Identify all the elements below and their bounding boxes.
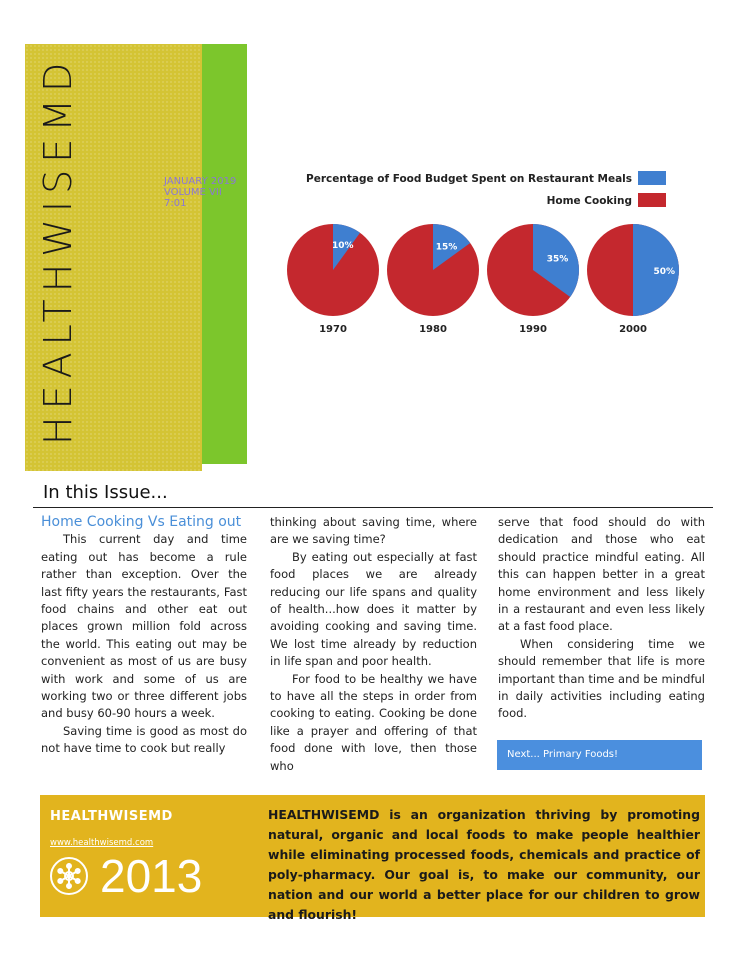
article-paragraph: thinking about saving time, where are we saving time? xyxy=(270,515,477,547)
article-paragraph: For food to be healthy we have to have all the steps in order from cooking to eating. Cooking be done like a prayer and offering of that food done with love, then those who xyxy=(270,671,477,773)
article-paragraph: By eating out especially at fast food places we are already reducing our life spans and quality of health...how does it matter by avoiding cooking and saving time. We lost time already by reduction in life span and poor health. xyxy=(270,549,477,669)
legend-swatch xyxy=(638,171,666,185)
pie-year-label: 1970 xyxy=(319,324,347,335)
masthead-green-block xyxy=(200,44,247,464)
footer-website-link[interactable]: www.healthwisemd.com xyxy=(50,838,154,848)
pie-year-label: 1980 xyxy=(419,324,447,335)
footer-brand: HEALTHWISEMD xyxy=(50,809,173,824)
article-paragraph: Saving time is good as most do not have time to cook but really xyxy=(41,723,247,756)
pie-data-label: 10% xyxy=(332,240,354,251)
article-paragraph: serve that food should do with dedication and those who eat should practice mindful eating. All this can happen better in a great home environment and less likely in a restaurant and even less likely at a fast food place. xyxy=(498,515,705,634)
article-paragraph: This current day and time eating out has become a rule rather than exception. Over the last fifty years the restaurants, Fast food chains and other eat out places grown million fold across the world. This eating out may be convenient as most of us are busy with work and some of us are working two or three different jobs and busy 60-90 hours a week. xyxy=(41,532,247,721)
pie-data-label: 50% xyxy=(653,267,676,277)
pie-year-label: 1990 xyxy=(519,324,547,335)
section-heading: In this Issue... xyxy=(43,482,168,503)
legend-label: Home Cooking xyxy=(546,195,632,207)
article-title: Home Cooking Vs Eating out xyxy=(41,514,242,530)
pie-chart-svg xyxy=(270,160,710,350)
restaurant-meals-pie-chart xyxy=(270,160,710,350)
next-issue-link[interactable]: Next... Primary Foods! xyxy=(497,740,702,770)
snowflake-icon xyxy=(50,857,88,895)
article-paragraph: When considering time we should remember that life is more important than time and be mindful in daily activities including eating food. xyxy=(498,636,705,721)
issue-number: 7:01 xyxy=(164,198,187,209)
footer-mission-statement: HEALTHWISEMD is an organization thriving by promoting natural, organic and local foods to make people healthier while eliminating processed foods, chemicals and practice of poly-pharmacy. Our goal is, to make our community, our nation and our world a better place for our children to grow and flourish! xyxy=(268,807,700,922)
article-column-1 xyxy=(41,514,247,758)
legend-swatch xyxy=(638,193,666,207)
issue-volume: VOLUME VII xyxy=(164,187,222,198)
footer-banner xyxy=(40,795,705,922)
issue-info xyxy=(164,176,236,209)
masthead-title: HEALTHWISEMD xyxy=(36,55,80,445)
article-column-3 xyxy=(498,514,705,723)
article-column-2 xyxy=(270,514,477,775)
legend-label: Percentage of Food Budget Spent on Restaurant Meals xyxy=(306,173,632,185)
footer-year: 2013 xyxy=(100,850,203,902)
pie-data-label: 15% xyxy=(435,242,458,253)
issue-date: JANUARY 2019 xyxy=(164,176,237,187)
pie-data-label: 35% xyxy=(546,254,569,265)
section-divider xyxy=(33,507,713,508)
pie-year-label: 2000 xyxy=(619,324,647,335)
